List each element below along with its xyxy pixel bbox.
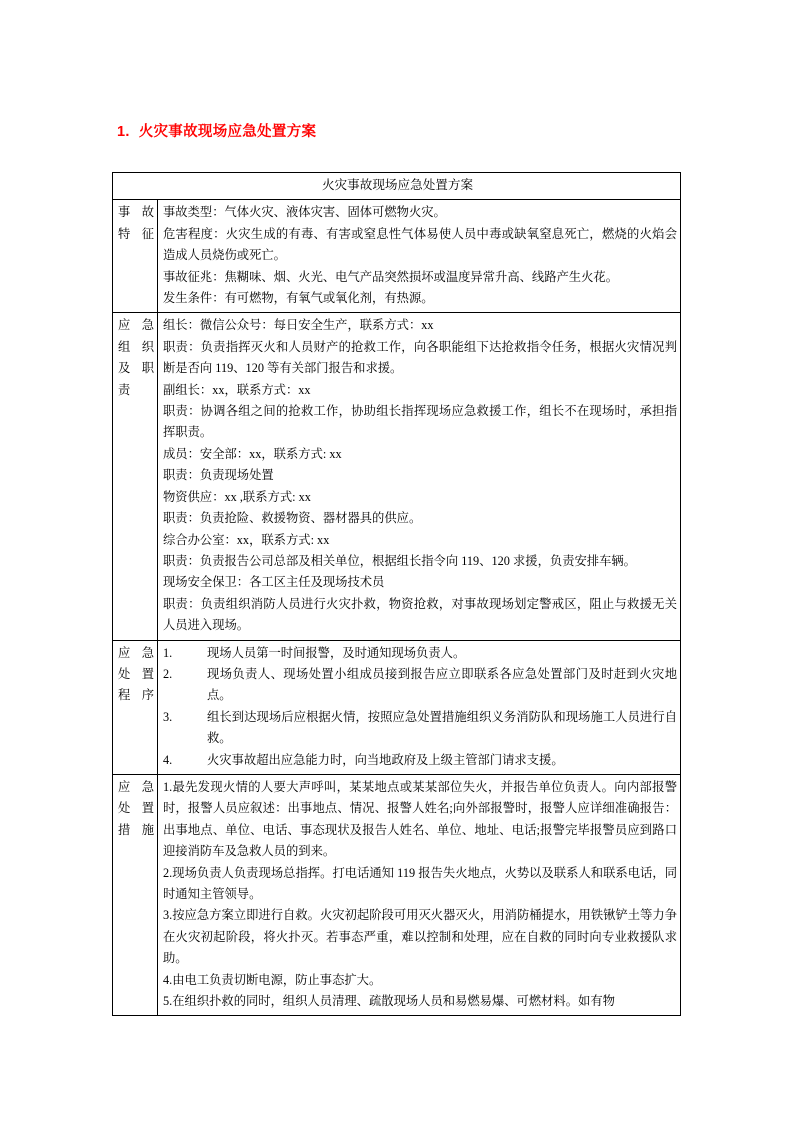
- list-marker: 2.: [163, 666, 173, 681]
- label-line: 责: [118, 382, 131, 397]
- paragraph: 职责：负责报告公司总部及相关单位，根据组长指令向 119、120 求援，负责安排车辆。: [163, 553, 636, 568]
- row-content-response-measures: [158, 774, 681, 1015]
- row-content-response-procedure: [158, 640, 681, 774]
- table-row: [113, 313, 681, 640]
- label-line: 程序: [118, 688, 154, 703]
- list-marker: 1.: [163, 645, 173, 660]
- table-row: [113, 774, 681, 1015]
- row-label-organization-duties: [113, 313, 158, 640]
- label-line: 措施: [118, 822, 154, 837]
- page-title-number: 1.: [117, 124, 130, 140]
- paragraph: 现场安全保卫：各工区主任及现场技术员: [163, 575, 385, 590]
- table-body: [113, 173, 681, 1016]
- list-item: [163, 707, 677, 750]
- paragraph: 职责：负责组织消防人员进行火灾扑救，物资抢救，对事故现场划定警戒区，阻止与救援无关人员进入现场。: [163, 596, 677, 633]
- list-text: 组长到达现场后应根据火情，按照应急处置措施组织义务消防队和现场施工人员进行自救。: [207, 709, 677, 746]
- paragraph: 综合办公室：xx，联系方式: xx: [163, 532, 330, 547]
- measures-list: [163, 777, 677, 1012]
- list-item: [163, 643, 677, 664]
- list-item: 3.按应急方案立即进行自救。火灾初起阶段可用灭火器灭火，用消防桶提水，用铁锹铲土等力争在火灾初起阶段，将火扑灭。若事态严重，难以控制和处理，应在自救的同时向专业救援队求助。: [163, 908, 677, 966]
- paragraph: 物资供应：xx ,联系方式: xx: [163, 489, 311, 504]
- list-item: 1.最先发现火情的人要大声呼叫，某某地点或某某部位失火，并报告单位负责人。向内部报警时，报警人员应叙述：出事地点、情况、报警人姓名;向外部报警时，报警人应详细准确报告：出事地点、单位、电话、事态现状及报告人姓名、单位、地址、电话;报警完毕报警员应到路口迎接消防车及急救人员的到来。: [163, 779, 677, 859]
- paragraph: 职责：负责现场处置: [163, 468, 274, 483]
- table-row: [113, 640, 681, 774]
- row-label-response-procedure: [113, 640, 158, 774]
- label-line: 处置: [118, 801, 154, 816]
- list-text: 现场人员第一时间报警，及时通知现场负责人。: [207, 645, 466, 660]
- row-content-accident-features: [158, 200, 681, 313]
- list-item: [163, 750, 677, 771]
- list-item: 2.现场负责人负责现场总指挥。打电话通知 119 报告失火地点，火势以及联系人和联系电话，同时通知主管领导。: [163, 865, 677, 901]
- paragraph: 事故征兆：焦糊味、烟、火光、电气产品突然损坏或温度异常升高、线路产生火花。: [163, 269, 618, 284]
- paragraph: 职责：协调各组之间的抢救工作，协助组长指挥现场应急救援工作，组长不在现场时，承担指挥职责。: [163, 404, 677, 440]
- paragraph: 职责：负责指挥灭火和人员财产的抢救工作，向各职能组下达抢救指令任务，根据火灾情况判断是否向 119、120 等有关部门报告和求援。: [163, 339, 677, 376]
- row-content-organization-duties: [158, 313, 681, 640]
- table-header-row: [113, 173, 681, 200]
- row-label-response-measures: [113, 774, 158, 1015]
- label-line: 组织: [118, 339, 154, 354]
- paragraph: 发生条件：有可燃物，有氧气或氧化剂，有热源。: [163, 291, 434, 306]
- table-header-cell: 火灾事故现场应急处置方案: [113, 173, 681, 200]
- paragraph: 职责：负责抢险、救援物资、器材器具的供应。: [163, 511, 422, 526]
- label-line: 应急: [118, 318, 154, 333]
- label-line: 特征: [118, 226, 154, 241]
- paragraph: 危害程度：火灾生成的有毒、有害或窒息性气体易使人员中毒或缺氧窒息死亡，燃烧的火焰会造成人员烧伤或死亡。: [163, 226, 677, 263]
- paragraph: 事故类型：气体火灾、液体灾害、固体可燃物火灾。: [163, 205, 446, 220]
- paragraph: 副组长：xx，联系方式：xx: [163, 382, 311, 397]
- emergency-plan-table: [112, 172, 681, 1016]
- paragraph: 成员：安全部：xx，联系方式: xx: [163, 446, 342, 461]
- page-title-text: 火灾事故现场应急处置方案: [138, 124, 317, 140]
- list-text: 现场负责人、现场处置小组成员接到报告应立即联系各应急处置部门及时赶到火灾地点。: [207, 666, 677, 703]
- list-marker: 4.: [163, 752, 173, 767]
- label-line: 及职: [118, 361, 154, 376]
- list-item: 5.在组织扑救的同时，组织人员清理、疏散现场人员和易燃易爆、可燃材料。如有物: [163, 994, 615, 1009]
- list-marker: 3.: [163, 709, 173, 724]
- list-item: 4.由电工负责切断电源，防止事态扩大。: [163, 972, 382, 987]
- label-line: 应急: [118, 779, 154, 794]
- table-row: [113, 200, 681, 313]
- label-line: 事故: [118, 205, 154, 220]
- row-label-accident-features: [113, 200, 158, 313]
- list-text: 火灾事故超出应急能力时，向当地政府及上级主管部门请求支援。: [207, 752, 564, 767]
- page-title: [117, 120, 316, 141]
- label-line: 处置: [118, 666, 154, 681]
- list-item: [163, 664, 677, 707]
- label-line: 应急: [118, 645, 154, 660]
- procedure-list: [163, 643, 677, 771]
- paragraph: 组长：微信公众号：每日安全生产，联系方式：xx: [163, 318, 434, 333]
